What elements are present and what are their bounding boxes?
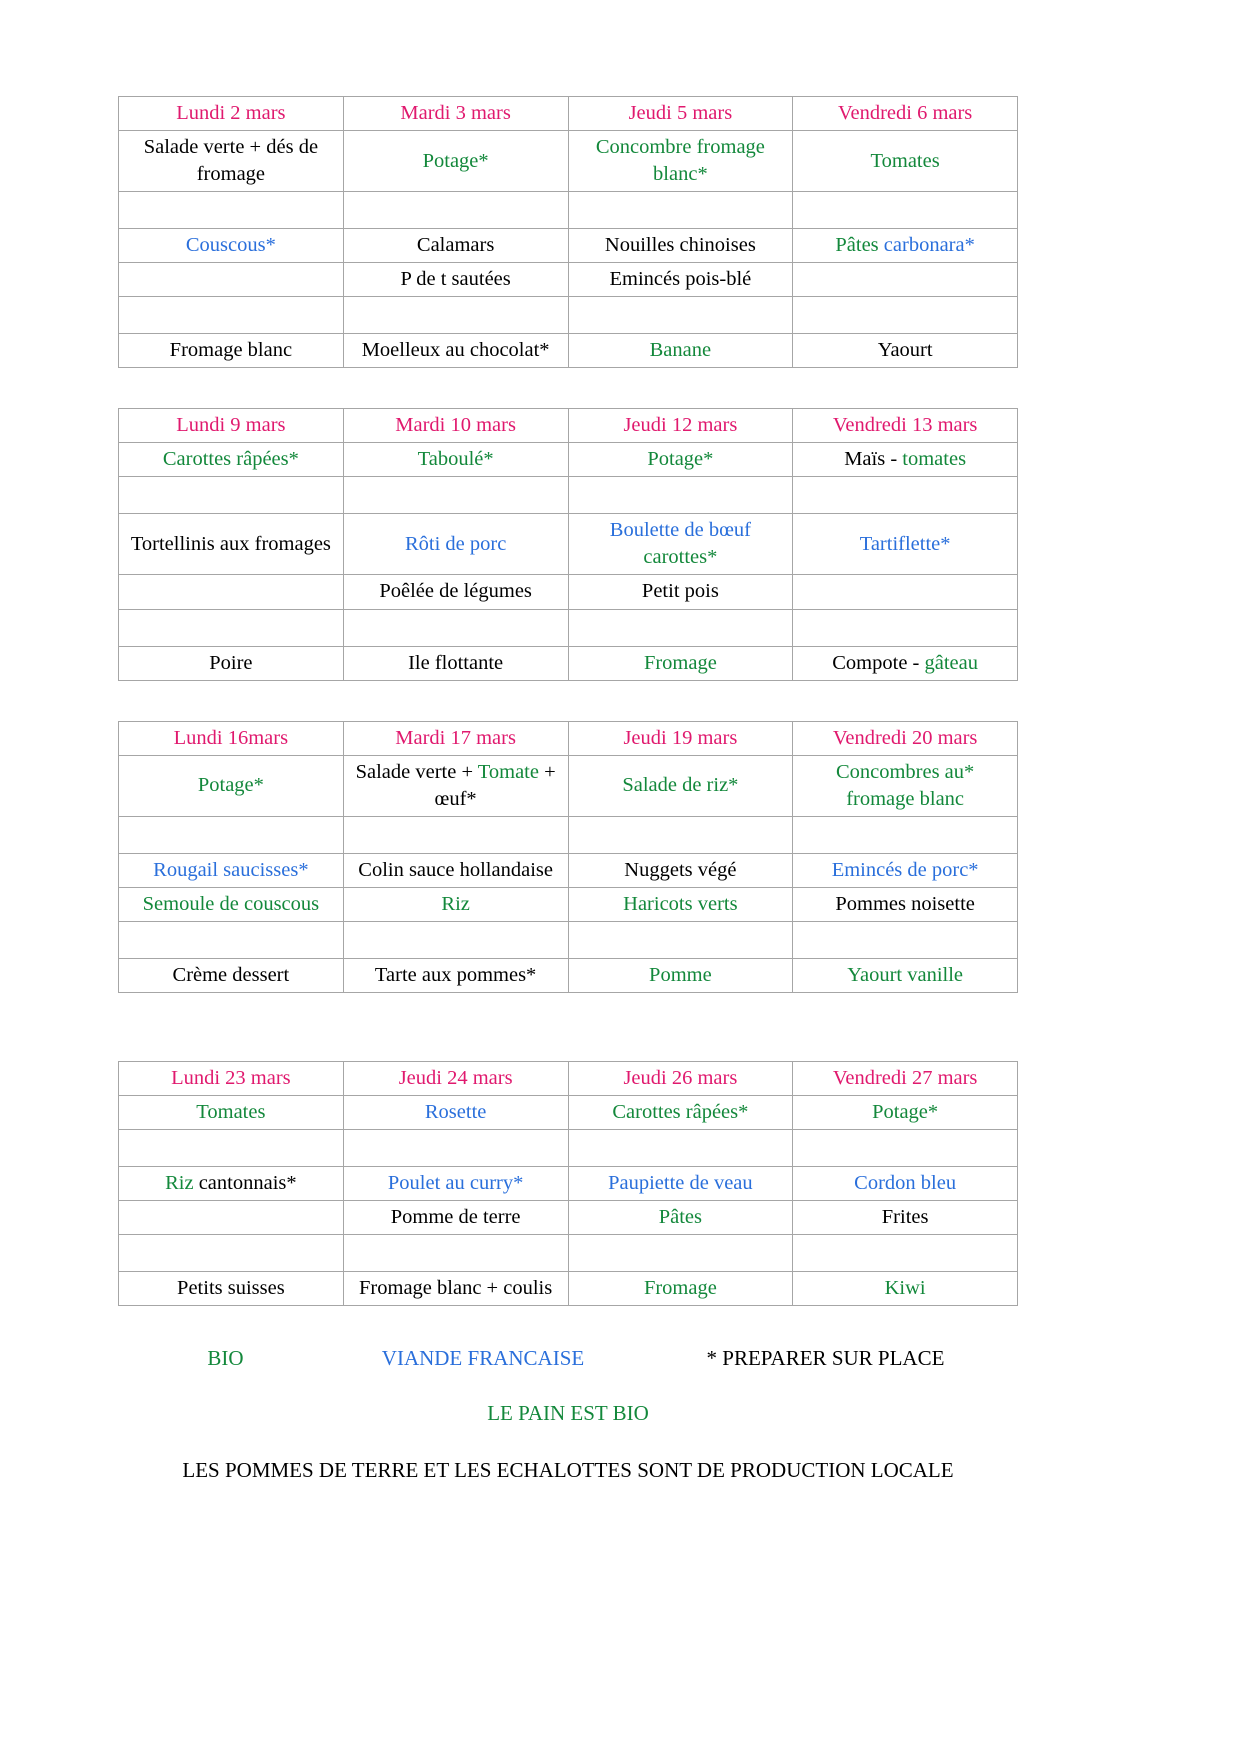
menu-cell: [793, 853, 1018, 887]
spacer-cell: [343, 297, 568, 334]
menu-cell: [568, 755, 793, 816]
week-table: [118, 408, 1018, 680]
spacer-cell: [568, 921, 793, 958]
menu-item-text: Pomme de terre: [390, 1205, 521, 1228]
menu-cell: [343, 1272, 568, 1306]
spacer-row: [119, 192, 1018, 229]
menu-item-text: Colin sauce hollandaise: [358, 858, 553, 881]
spacer-cell: [568, 297, 793, 334]
legend-pain-bio: LE PAIN EST BIO: [487, 1401, 649, 1426]
spacer-cell: [343, 921, 568, 958]
menu-item-text: Tomates: [870, 149, 940, 172]
menu-item-text: Pomme: [649, 963, 712, 986]
menu-item-text: Haricots verts: [623, 892, 738, 915]
menu-cell: [568, 1272, 793, 1306]
menu-row-garniture: [119, 1200, 1018, 1234]
menu-cell: [343, 646, 568, 680]
menu-cell: [343, 334, 568, 368]
menu-item-text: Paupiette de veau: [608, 1171, 753, 1194]
menu-cell: [793, 887, 1018, 921]
menu-item-text: Riz: [165, 1171, 199, 1194]
spacer-cell: [343, 816, 568, 853]
menu-item-text: gâteau: [924, 651, 978, 674]
menu-cell: [343, 1095, 568, 1129]
menu-cell: [568, 263, 793, 297]
spacer-row: [119, 297, 1018, 334]
menu-cell: [119, 575, 344, 609]
menu-item-text: Tomates: [196, 1100, 266, 1123]
week-header-row: [119, 721, 1018, 755]
menu-item-text: + œuf*: [434, 760, 556, 810]
menu-cell: [119, 229, 344, 263]
legend-viande-francaise: VIANDE FRANCAISE: [381, 1346, 585, 1371]
menu-item-text: Pommes noisette: [835, 892, 975, 915]
menu-cell: [343, 1166, 568, 1200]
day-header-cell: Vendredi 13 mars: [793, 409, 1018, 443]
menu-cell: [568, 958, 793, 992]
spacer-row: [119, 609, 1018, 646]
day-header-cell: Lundi 23 mars: [119, 1061, 344, 1095]
legend-bio: BIO: [207, 1346, 244, 1371]
menu-cell: [119, 887, 344, 921]
spacer-row: [119, 1129, 1018, 1166]
menu-item-text: Rôti de porc: [404, 532, 507, 555]
menu-item-text: Banane: [649, 339, 712, 362]
spacer-row: [119, 1235, 1018, 1272]
menu-cell: [343, 514, 568, 575]
menu-cell: [568, 887, 793, 921]
menu-row-entree: [119, 131, 1018, 192]
menu-item-text: Frites: [881, 1205, 929, 1228]
menu-item-text: Tarte aux pommes*: [374, 963, 537, 986]
menu-cell: [793, 443, 1018, 477]
menu-item-text: P de t sautées: [400, 268, 511, 291]
menu-row-dessert: [119, 646, 1018, 680]
menu-item-text: Tartiflette*: [859, 532, 951, 555]
menu-cell: [793, 958, 1018, 992]
menu-cell: [793, 131, 1018, 192]
menu-item-text: Salade de riz*: [622, 774, 739, 797]
menu-cell: [568, 334, 793, 368]
spacer-cell: [793, 921, 1018, 958]
menu-cell: [343, 229, 568, 263]
menu-item-text: Riz: [441, 892, 470, 915]
menu-cell: [568, 229, 793, 263]
menu-item-text: Nouilles chinoises: [604, 234, 756, 257]
spacer-cell: [119, 297, 344, 334]
menu-cell: [119, 1095, 344, 1129]
spacer-cell: [343, 192, 568, 229]
menu-item-text: Rosette: [424, 1100, 487, 1123]
menu-row-plat: [119, 853, 1018, 887]
weekly-menu-tables: [118, 96, 1123, 1306]
menu-cell: [343, 263, 568, 297]
menu-cell: [343, 887, 568, 921]
menu-row-entree: [119, 1095, 1018, 1129]
menu-item-text: Compote -: [832, 651, 925, 674]
menu-item-text: Concombres au* fromage blanc: [835, 760, 975, 810]
menu-item-text: Yaourt: [877, 339, 933, 362]
spacer-cell: [119, 921, 344, 958]
spacer-cell: [343, 1129, 568, 1166]
menu-cell: [119, 443, 344, 477]
menu-cell: [119, 755, 344, 816]
menu-row-garniture: [119, 887, 1018, 921]
menu-row-plat: [119, 514, 1018, 575]
menu-item-text: carbonara*: [883, 234, 975, 257]
day-header-cell: Mardi 10 mars: [343, 409, 568, 443]
menu-cell: [343, 131, 568, 192]
week-table: [118, 96, 1018, 368]
menu-item-text: Tomate: [477, 760, 539, 783]
menu-item-text: Tortellinis aux fromages: [130, 532, 331, 555]
menu-item-text: Semoule de couscous: [142, 892, 320, 915]
week-table: [118, 721, 1018, 993]
week-table: [118, 1061, 1018, 1306]
menu-item-text: Fromage blanc + coulis: [359, 1277, 553, 1300]
menu-row-dessert: [119, 1272, 1018, 1306]
week-header-row: [119, 97, 1018, 131]
spacer-cell: [793, 816, 1018, 853]
menu-item-text: Pâtes: [658, 1205, 703, 1228]
day-header-cell: Jeudi 19 mars: [568, 721, 793, 755]
menu-cell: [343, 853, 568, 887]
menu-cell: [568, 443, 793, 477]
menu-item-text: Nuggets végé: [624, 858, 737, 881]
menu-item-text: Concombre fromage blanc*: [595, 136, 765, 186]
menu-item-text: Boulette de bœuf: [609, 519, 751, 542]
menu-cell: [568, 514, 793, 575]
menu-cell: [119, 1200, 344, 1234]
spacer-cell: [119, 1129, 344, 1166]
menu-row-dessert: [119, 958, 1018, 992]
day-header-cell: Jeudi 12 mars: [568, 409, 793, 443]
spacer-cell: [568, 1129, 793, 1166]
spacer-cell: [119, 192, 344, 229]
menu-cell: [343, 755, 568, 816]
menu-cell: [568, 1200, 793, 1234]
menu-item-text: Salade verte +: [355, 760, 478, 783]
menu-item-text: Poire: [209, 651, 253, 674]
menu-cell: [119, 646, 344, 680]
menu-item-text: Carottes râpées*: [612, 1100, 749, 1123]
legend-prepare-sur-place: * PREPARER SUR PLACE: [706, 1346, 945, 1371]
menu-item-text: Couscous*: [185, 234, 276, 257]
menu-cell: [119, 514, 344, 575]
day-header-cell: Vendredi 27 mars: [793, 1061, 1018, 1095]
menu-cell: [793, 1166, 1018, 1200]
menu-cell: [119, 1166, 344, 1200]
menu-item-text: Potage*: [197, 774, 264, 797]
menu-cell: [793, 755, 1018, 816]
spacer-cell: [568, 192, 793, 229]
menu-cell: [568, 1166, 793, 1200]
spacer-cell: [119, 477, 344, 514]
menu-row-garniture: [119, 575, 1018, 609]
day-header-cell: Jeudi 24 mars: [343, 1061, 568, 1095]
menu-item-text: Taboulé*: [417, 448, 494, 471]
spacer-cell: [793, 477, 1018, 514]
spacer-cell: [343, 477, 568, 514]
menu-item-text: Emincés de porc*: [831, 858, 979, 881]
menu-item-text: Calamars: [416, 234, 495, 257]
menu-item-text: Kiwi: [884, 1277, 926, 1300]
menu-row-plat: [119, 229, 1018, 263]
spacer-cell: [343, 1235, 568, 1272]
menu-cell: [568, 131, 793, 192]
menu-cell: [119, 1272, 344, 1306]
spacer-cell: [568, 1235, 793, 1272]
spacer-row: [119, 477, 1018, 514]
table-gap: [118, 1033, 1123, 1061]
menu-item-text: cantonnais*: [198, 1171, 297, 1194]
menu-item-text: Emincés pois-blé: [609, 268, 752, 291]
menu-item-text: Poêlée de légumes: [379, 580, 532, 603]
menu-item-text: Poulet au curry*: [387, 1171, 524, 1194]
menu-item-text: Fromage blanc: [169, 339, 293, 362]
menu-cell: [343, 443, 568, 477]
menu-item-text: Petit pois: [641, 580, 719, 603]
menu-item-text: Fromage: [643, 1277, 717, 1300]
legend-production-locale: LES POMMES DE TERRE ET LES ECHALOTTES SONT DE PRODUCTION LOCALE: [182, 1458, 954, 1483]
menu-item-text: Cordon bleu: [854, 1171, 957, 1194]
menu-cell: [568, 853, 793, 887]
day-header-cell: Mardi 17 mars: [343, 721, 568, 755]
menu-item-text: Potage*: [872, 1100, 939, 1123]
legend-row-primary: [118, 1346, 1018, 1371]
spacer-cell: [119, 609, 344, 646]
menu-item-text: Rougail saucisses*: [153, 858, 309, 881]
menu-item-text: Potage*: [422, 149, 489, 172]
menu-item-text: Yaourt vanille: [847, 963, 964, 986]
menu-row-entree: [119, 755, 1018, 816]
day-header-cell: Vendredi 6 mars: [793, 97, 1018, 131]
legend-footer: [118, 1346, 1018, 1483]
menu-cell: [568, 646, 793, 680]
menu-row-plat: [119, 1166, 1018, 1200]
menu-cell: [119, 263, 344, 297]
menu-cell: [793, 263, 1018, 297]
spacer-cell: [568, 477, 793, 514]
day-header-cell: Lundi 16mars: [119, 721, 344, 755]
menu-item-text: tomates: [902, 448, 967, 471]
menu-cell: [119, 958, 344, 992]
spacer-cell: [793, 297, 1018, 334]
spacer-row: [119, 816, 1018, 853]
menu-item-text: Moelleux au chocolat*: [361, 339, 550, 362]
menu-cell: [793, 646, 1018, 680]
spacer-cell: [568, 609, 793, 646]
day-header-cell: Mardi 3 mars: [343, 97, 568, 131]
spacer-cell: [119, 1235, 344, 1272]
day-header-cell: Vendredi 20 mars: [793, 721, 1018, 755]
spacer-cell: [793, 609, 1018, 646]
week-header-row: [119, 1061, 1018, 1095]
spacer-cell: [568, 816, 793, 853]
menu-row-dessert: [119, 334, 1018, 368]
menu-cell: [343, 1200, 568, 1234]
menu-item-text: Petits suisses: [177, 1277, 285, 1300]
day-header-cell: Lundi 9 mars: [119, 409, 344, 443]
menu-cell: [568, 1095, 793, 1129]
menu-cell: [343, 575, 568, 609]
menu-cell: [793, 514, 1018, 575]
spacer-cell: [793, 192, 1018, 229]
week-header-row: [119, 409, 1018, 443]
menu-cell: [793, 1272, 1018, 1306]
day-header-cell: Lundi 2 mars: [119, 97, 344, 131]
menu-cell: [793, 1095, 1018, 1129]
menu-item-text: Potage*: [647, 448, 714, 471]
day-header-cell: Jeudi 5 mars: [568, 97, 793, 131]
menu-cell: [119, 334, 344, 368]
menu-cell: [793, 334, 1018, 368]
spacer-cell: [793, 1235, 1018, 1272]
menu-cell: [793, 229, 1018, 263]
menu-cell: [568, 575, 793, 609]
menu-item-text: Salade verte + dés de fromage: [143, 136, 319, 186]
menu-cell: [343, 958, 568, 992]
menu-cell: [119, 853, 344, 887]
menu-item-text: Carottes râpées*: [162, 448, 299, 471]
spacer-cell: [343, 609, 568, 646]
menu-item-text: carottes*: [643, 546, 718, 569]
menu-item-text: Pâtes: [835, 234, 884, 257]
menu-item-text: Fromage: [643, 651, 717, 674]
spacer-cell: [119, 816, 344, 853]
menu-item-text: Crème dessert: [172, 963, 290, 986]
menu-cell: [793, 1200, 1018, 1234]
menu-row-entree: [119, 443, 1018, 477]
menu-row-garniture: [119, 263, 1018, 297]
menu-item-text: Ile flottante: [408, 651, 504, 674]
menu-item-text: Maïs -: [844, 448, 903, 471]
menu-cell: [793, 575, 1018, 609]
spacer-cell: [793, 1129, 1018, 1166]
day-header-cell: Jeudi 26 mars: [568, 1061, 793, 1095]
spacer-row: [119, 921, 1018, 958]
menu-cell: [119, 131, 344, 192]
